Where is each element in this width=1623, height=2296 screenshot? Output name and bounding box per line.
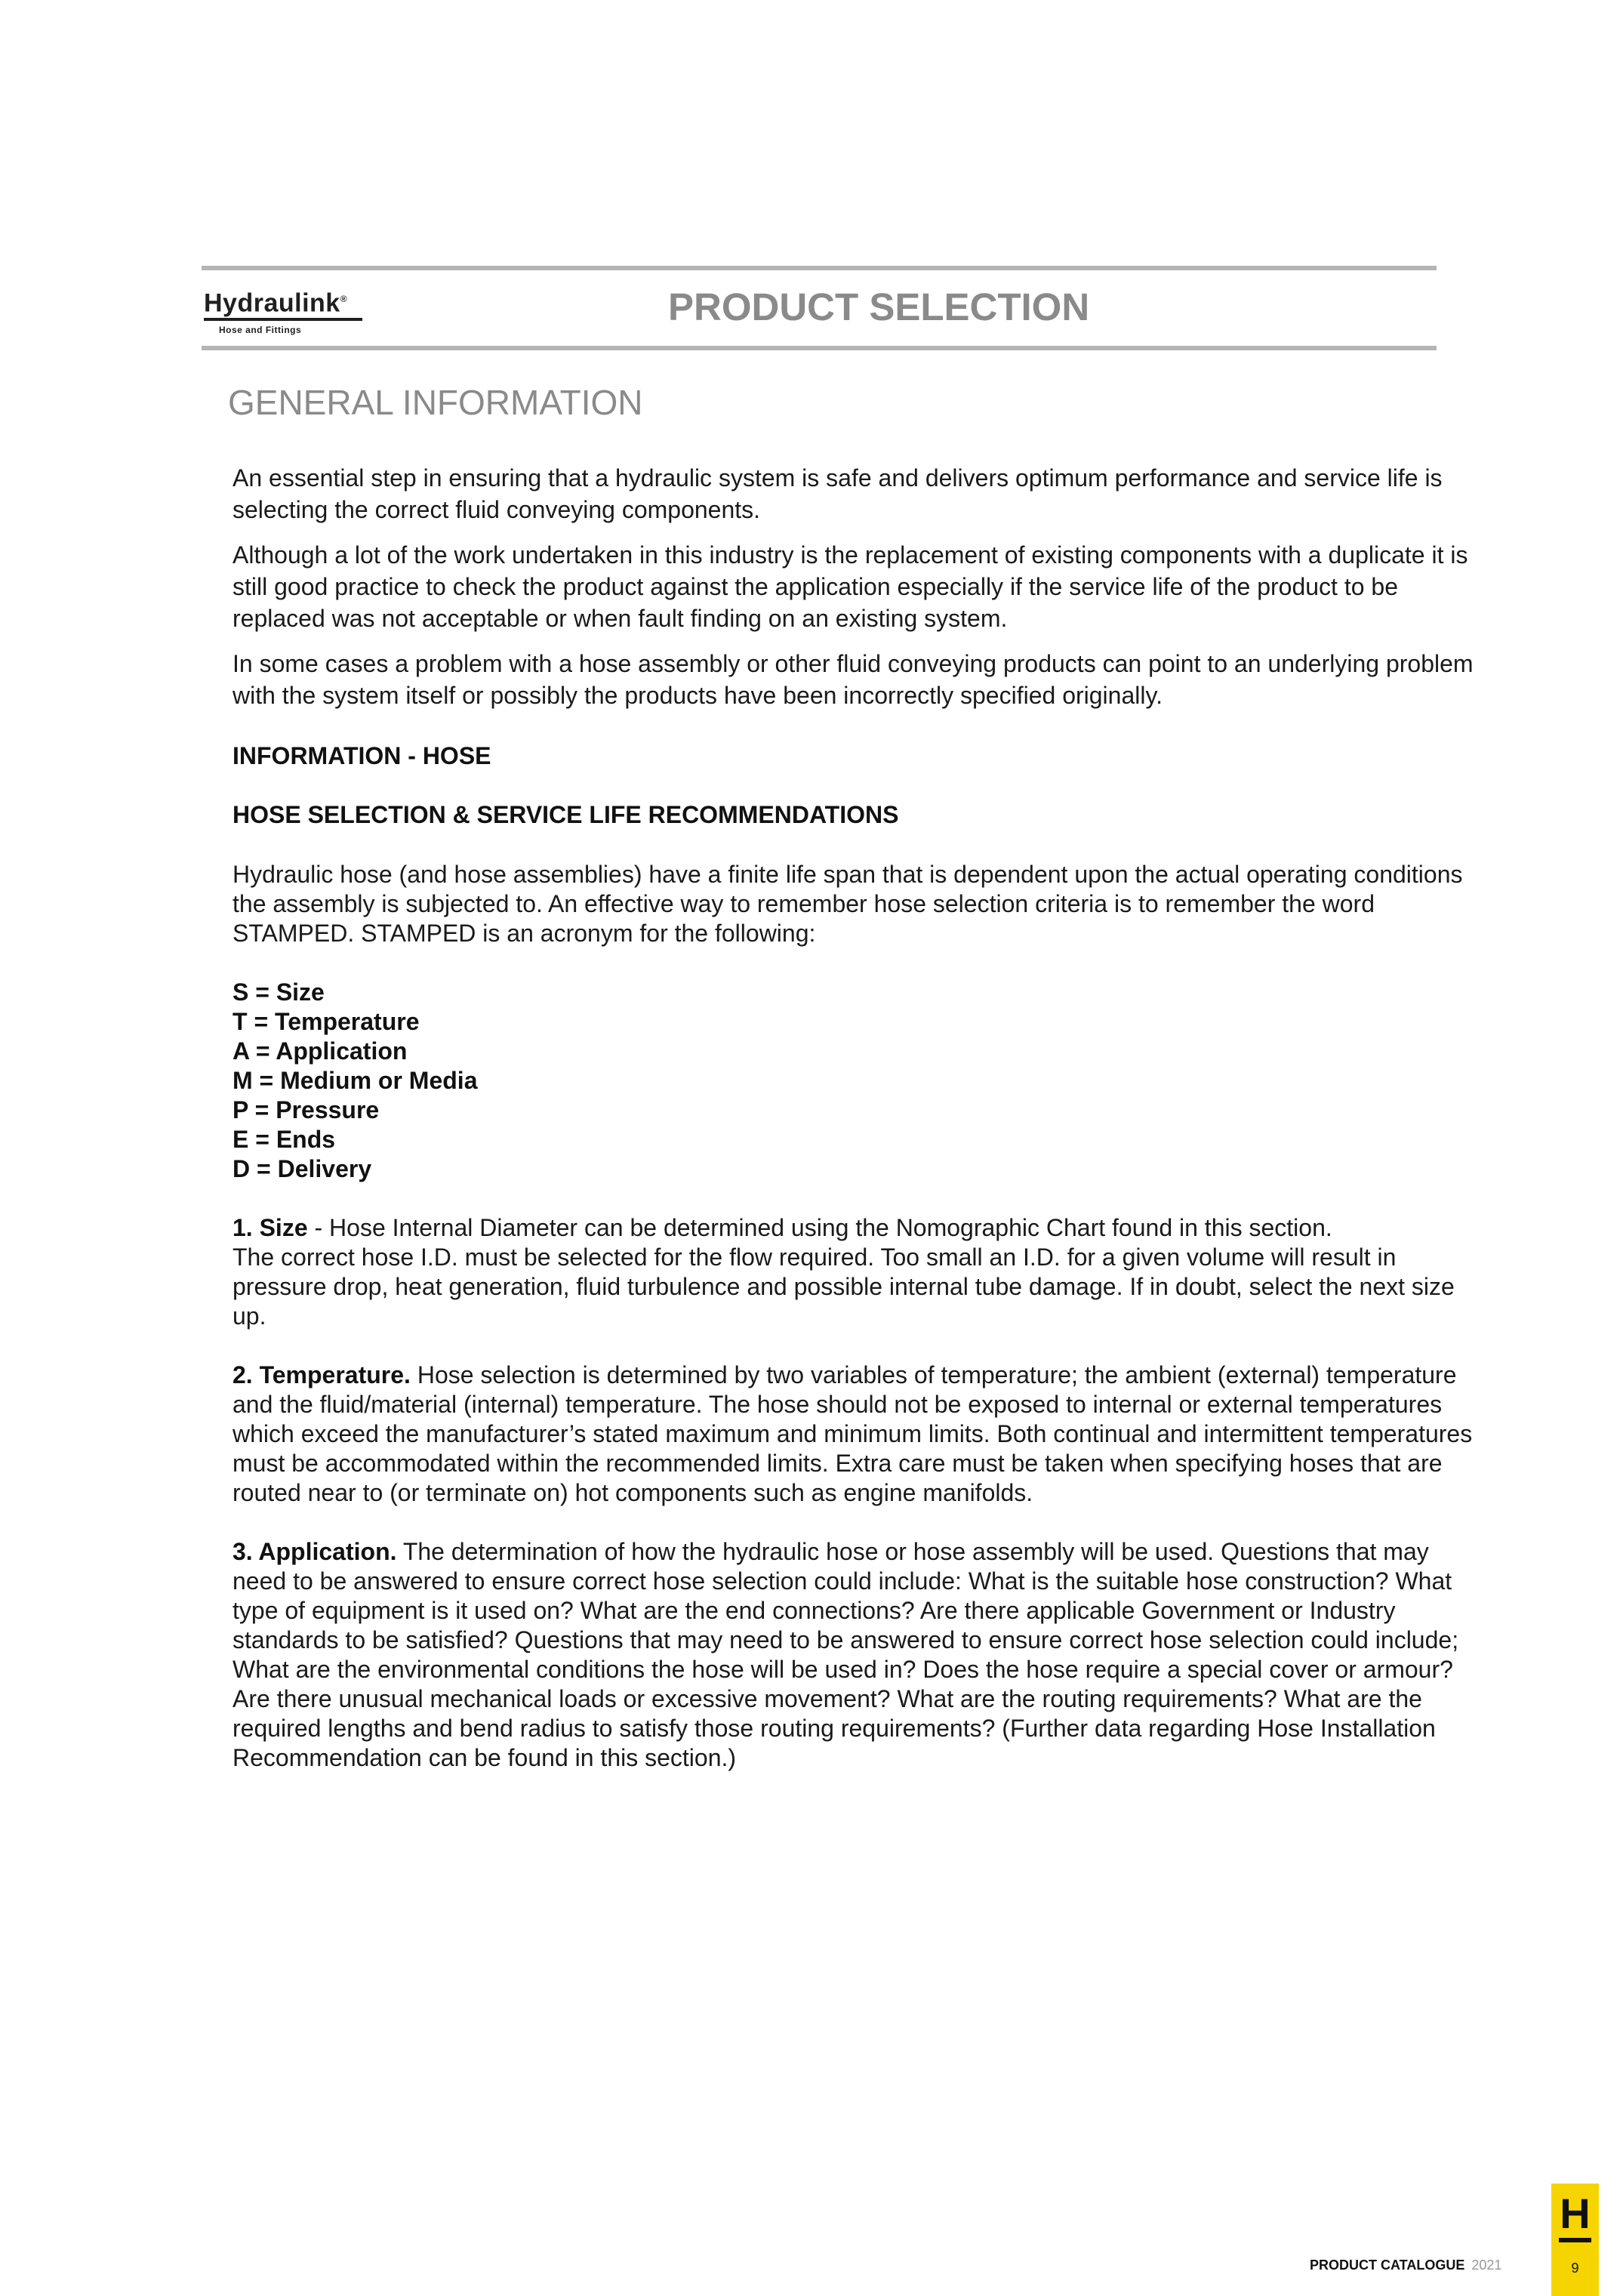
header-bottom-rule (202, 346, 1437, 350)
h-logo-icon: H (1560, 2190, 1591, 2237)
main-content (233, 462, 1478, 1773)
logo-wordmark: Hydraulink® (204, 285, 362, 321)
intro-paragraph: In some cases a problem with a hose assembly or other fluid conveying products can point to an underlying problem with the system itself or possibly the products have been incorrectly specified originally. (233, 650, 1474, 709)
stamped-list (233, 978, 1478, 1184)
intro-paragraph: Although a lot of the work undertaken in this industry is the replacement of existing components with a duplicate it is still good practice to check the product against the application especially if the service life of the product to be replaced was not acceptable or when fault finding on an existing system. (233, 541, 1468, 632)
page-footer (1310, 2257, 1501, 2273)
list-item: P = Pressure (233, 1096, 380, 1123)
logo-tagline: Hose and Fittings (219, 325, 302, 336)
page-number: 9 (1571, 2261, 1579, 2276)
heading-hose-selection: HOSE SELECTION & SERVICE LIFE RECOMMENDATIONS (233, 801, 899, 828)
list-item: S = Size (233, 978, 325, 1006)
section-tab (1551, 2184, 1599, 2296)
heading-information-hose: INFORMATION - HOSE (233, 742, 491, 769)
list-item: T = Temperature (233, 1008, 420, 1035)
list-item: E = Ends (233, 1126, 336, 1153)
h-logo-bar (1559, 2238, 1591, 2242)
item-lead: 1. Size (233, 1214, 308, 1241)
list-item: M = Medium or Media (233, 1067, 478, 1094)
page-title: PRODUCT SELECTION (668, 285, 1090, 328)
brand-logo (204, 285, 362, 335)
item-lead: 3. Application. (233, 1538, 397, 1565)
item-text: - Hose Internal Diameter can be determined using the Nomographic Chart found in this section. (307, 1214, 1332, 1241)
temperature-item (233, 1361, 1478, 1508)
header-top-rule (202, 266, 1437, 270)
list-item: A = Application (233, 1037, 408, 1065)
item-text-continued: The correct hose I.D. must be selected for the flow required. Too small an I.D. for a given volume will result in pressure drop, heat generation, fluid turbulence and possible internal tube damage. If in doubt, select the next size up. (233, 1244, 1455, 1330)
intro-paragraphs (233, 462, 1478, 711)
intro-paragraph: An essential step in ensuring that a hydraulic system is safe and delivers optimum performance and service life is selecting the correct fluid conveying components. (233, 464, 1443, 523)
application-item (233, 1537, 1478, 1773)
footer-year: 2021 (1471, 2257, 1502, 2273)
item-lead: 2. Temperature. (233, 1361, 411, 1388)
selection-section (233, 860, 1478, 1773)
item-text: Hose selection is determined by two variables of temperature; the ambient (external) temperature and the fluid/material (internal) temperature. The hose should not be exposed to internal or external temperatures which exceed the manufacturer’s stated maximum and minimum limits. Both continual and intermittent temperatures must be accommodated within the recommended limits. Extra care must be taken when specifying hoses that are routed near to (or terminate on) hot components such as engine manifolds. (233, 1361, 1473, 1506)
footer-catalogue: PRODUCT CATALOGUE (1310, 2257, 1465, 2273)
list-item: D = Delivery (233, 1155, 372, 1182)
size-item (233, 1213, 1478, 1331)
item-text: The determination of how the hydraulic hose or hose assembly will be used. Questions that may need to be answered to ensure correct hose selection could include: What is the suitable hose construction? What type of equipment is it used on? What are the end connections? Are there applicable Government or Industry standards to be satisfied? Questions that may need to be answered to ensure correct hose selection could include; What are the environmental conditions the hose will be used in? Does the hose require a special cover or armour? Are there unusual mechanical loads or excessive movement? What are the routing requirements? What are the required lengths and bend radius to satisfy those routing requirements? (Further data regarding Hose Installation Recommendation can be found in this section.) (233, 1538, 1459, 1771)
section-title: GENERAL INFORMATION (228, 383, 643, 422)
selection-intro: Hydraulic hose (and hose assemblies) have a finite life span that is dependent upon the actual operating conditions the assembly is subjected to. An effective way to remember hose selection criteria is to remember the word STAMPED. STAMPED is an acronym for the following: (233, 861, 1463, 947)
